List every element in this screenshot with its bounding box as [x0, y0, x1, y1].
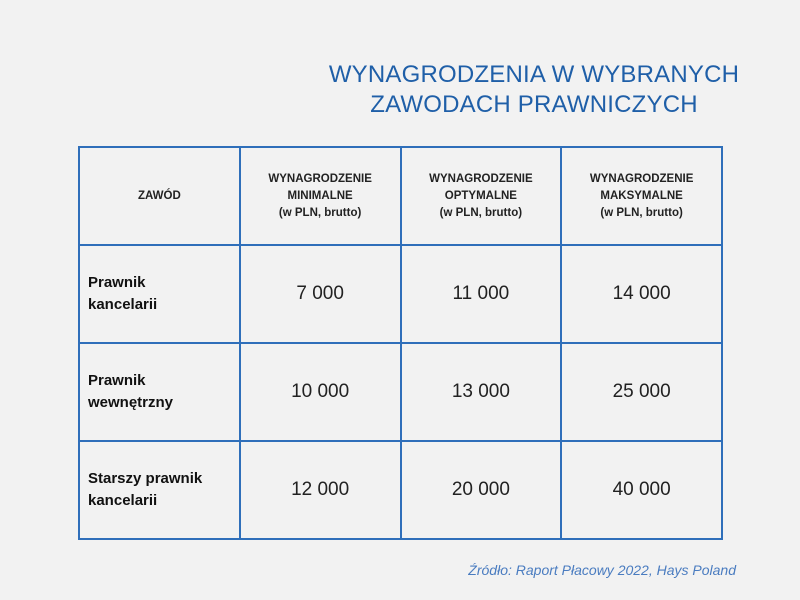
role-text: Starszy prawnik [88, 470, 203, 487]
min-salary-cell: 10 000 [240, 343, 401, 441]
header-text: WYNAGRODZENIE [268, 172, 372, 185]
header-text: MAKSYMALNE [600, 189, 683, 202]
role-text: Prawnik [88, 274, 146, 291]
header-text: (w PLN, brutto) [278, 206, 362, 219]
opt-salary-cell: 13 000 [401, 343, 562, 441]
role-text: wewnętrzny [88, 394, 174, 411]
header-text: WYNAGRODZENIE [589, 172, 694, 185]
header-text: (w PLN, brutto) [439, 206, 523, 219]
page-title [300, 60, 768, 120]
table-row [79, 343, 722, 441]
role-text: kancelarii [88, 492, 158, 509]
header-text: (w PLN, brutto) [600, 206, 683, 219]
salary-table [78, 146, 723, 540]
role-text: Prawnik [88, 372, 146, 389]
source-caption: Źródło: Raport Płacowy 2022, Hays Poland [468, 562, 736, 578]
table-header-row [79, 147, 722, 245]
opt-salary-cell: 20 000 [401, 441, 562, 539]
min-salary-cell: 7 000 [240, 245, 401, 343]
header-profession [79, 147, 240, 245]
role-cell [79, 343, 240, 441]
role-cell [79, 245, 240, 343]
header-text: MINIMALNE [287, 189, 353, 202]
header-min-salary [240, 147, 401, 245]
header-max-salary [561, 147, 722, 245]
role-cell [79, 441, 240, 539]
max-salary-cell: 40 000 [561, 441, 722, 539]
table-row [79, 441, 722, 539]
opt-salary-cell: 11 000 [401, 245, 562, 343]
max-salary-cell: 25 000 [561, 343, 722, 441]
min-salary-cell: 12 000 [240, 441, 401, 539]
title-line-2: ZAWODACH PRAWNICZYCH [370, 91, 698, 118]
header-text: WYNAGRODZENIE [429, 172, 533, 185]
role-text: kancelarii [88, 296, 158, 313]
title-line-1: WYNAGRODZENIA W WYBRANYCH [328, 61, 740, 88]
header-text: ZAWÓD [137, 189, 181, 202]
max-salary-cell: 14 000 [561, 245, 722, 343]
table-row [79, 245, 722, 343]
header-text: OPTYMALNE [444, 189, 517, 202]
header-opt-salary [401, 147, 562, 245]
